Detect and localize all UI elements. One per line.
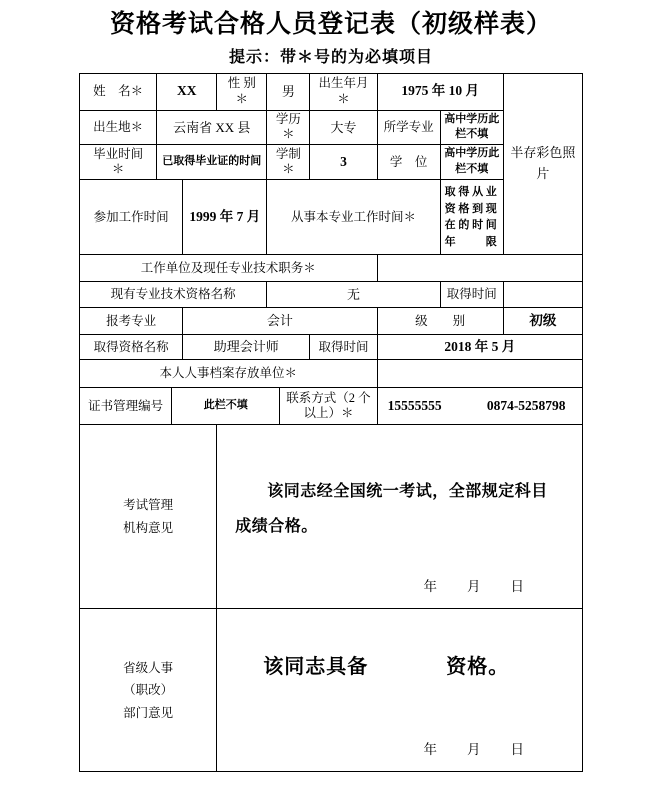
row-exam-major bbox=[80, 308, 583, 335]
phone-2: 0874-5258798 bbox=[486, 398, 566, 414]
obtain-time-label: 取得时间 bbox=[440, 282, 503, 308]
work-unit-value bbox=[377, 255, 582, 282]
work-start-label: 参加工作时间 bbox=[80, 180, 183, 255]
name-value: XX bbox=[157, 73, 217, 110]
current-qualification-label: 现有专业技术资格名称 bbox=[80, 282, 267, 308]
degree-note: 高中学历此栏不填 bbox=[440, 145, 503, 180]
obtained-qualification-label: 取得资格名称 bbox=[80, 335, 183, 360]
row-certificate bbox=[80, 388, 583, 425]
exam-major-label: 报考专业 bbox=[80, 308, 183, 335]
exam-opinion-text: 该同志经全国统一考试，全部规定科目成绩合格。 bbox=[235, 483, 548, 536]
provincial-opinion bbox=[217, 609, 583, 772]
archive-unit-value bbox=[377, 360, 582, 388]
certificate-no-label: 证书管理编号 bbox=[80, 388, 172, 425]
required-star: ＊ bbox=[235, 91, 249, 106]
provincial-opinion-date: 年 月 日 bbox=[423, 742, 524, 758]
required-star: ＊ bbox=[282, 127, 295, 142]
contact-label: 联系方式（2 个以上）＊ bbox=[280, 388, 377, 425]
certificate-no-value: 此栏不填 bbox=[172, 388, 280, 425]
obtained-time-label: 取得时间 bbox=[310, 335, 377, 360]
level-label: 级 别 bbox=[377, 308, 503, 335]
obtained-time-value: 2018 年 5 月 bbox=[377, 335, 582, 360]
work-start-value: 1999 年 7 月 bbox=[183, 180, 267, 255]
profession-time-note: 取得从业资格到现在的时间年限 bbox=[440, 180, 503, 255]
row-archive-unit bbox=[80, 360, 583, 388]
birthdate-value: 1975 年 10 月 bbox=[377, 73, 503, 110]
exam-authority-opinion bbox=[217, 425, 583, 609]
photo-placeholder: 半存彩色照片 bbox=[503, 73, 582, 255]
degree-label: 学 位 bbox=[377, 145, 440, 180]
major-studied-note: 高中学历此栏不填 bbox=[440, 110, 503, 145]
row-provincial-opinion bbox=[80, 609, 583, 772]
row-name bbox=[80, 73, 583, 110]
work-unit-label: 工作单位及现任专业技术职务＊ bbox=[80, 255, 378, 282]
schooling-value: 3 bbox=[310, 145, 377, 180]
provincial-opinion-text: 该同志具备 资格。 bbox=[263, 656, 510, 679]
archive-unit-label: 本人人事档案存放单位＊ bbox=[80, 360, 378, 388]
schooling-label: 学制 ＊ bbox=[267, 145, 310, 180]
page-title: 资格考试合格人员登记表（初级样表） bbox=[109, 11, 552, 38]
contact-value bbox=[377, 388, 582, 425]
required-star: ＊ bbox=[111, 162, 125, 177]
level-value: 初级 bbox=[503, 308, 582, 335]
required-star: ＊ bbox=[282, 162, 295, 177]
row-current-qualification bbox=[80, 282, 583, 308]
obtained-qualification-value: 助理会计师 bbox=[183, 335, 310, 360]
phone-1: 15555555 bbox=[387, 398, 442, 414]
required-hint: 提示：带＊号的为必填项目 bbox=[228, 48, 433, 66]
graduation-value: 已取得毕业证的时间 bbox=[157, 145, 267, 180]
gender-value: 男 bbox=[267, 73, 310, 110]
obtain-time-value bbox=[503, 282, 582, 308]
provincial-dept-label: 省级人事 （职改） 部门意见 bbox=[80, 609, 217, 772]
birthplace-value: 云南省 XX 县 bbox=[157, 110, 267, 145]
row-obtained-qualification bbox=[80, 335, 583, 360]
graduation-label: 毕业时间 ＊ bbox=[80, 145, 157, 180]
registration-table bbox=[79, 73, 583, 773]
education-label: 学历 ＊ bbox=[267, 110, 310, 145]
education-value: 大专 bbox=[310, 110, 377, 145]
row-exam-authority-opinion bbox=[80, 425, 583, 609]
profession-time-label: 从事本专业工作时间＊ bbox=[267, 180, 440, 255]
birthdate-label: 出生年月 ＊ bbox=[310, 73, 377, 110]
exam-opinion-date: 年 月 日 bbox=[423, 579, 524, 595]
required-star: ＊ bbox=[337, 91, 350, 106]
gender-label: 性 别 ＊ bbox=[217, 73, 267, 110]
exam-authority-label: 考试管理 机构意见 bbox=[80, 425, 217, 609]
current-qualification-value: 无 bbox=[267, 282, 440, 308]
row-work-unit bbox=[80, 255, 583, 282]
birthplace-label: 出生地＊ bbox=[80, 110, 157, 145]
name-label: 姓 名＊ bbox=[80, 73, 157, 110]
exam-major-value: 会计 bbox=[183, 308, 377, 335]
major-studied-label: 所学专业 bbox=[377, 110, 440, 145]
